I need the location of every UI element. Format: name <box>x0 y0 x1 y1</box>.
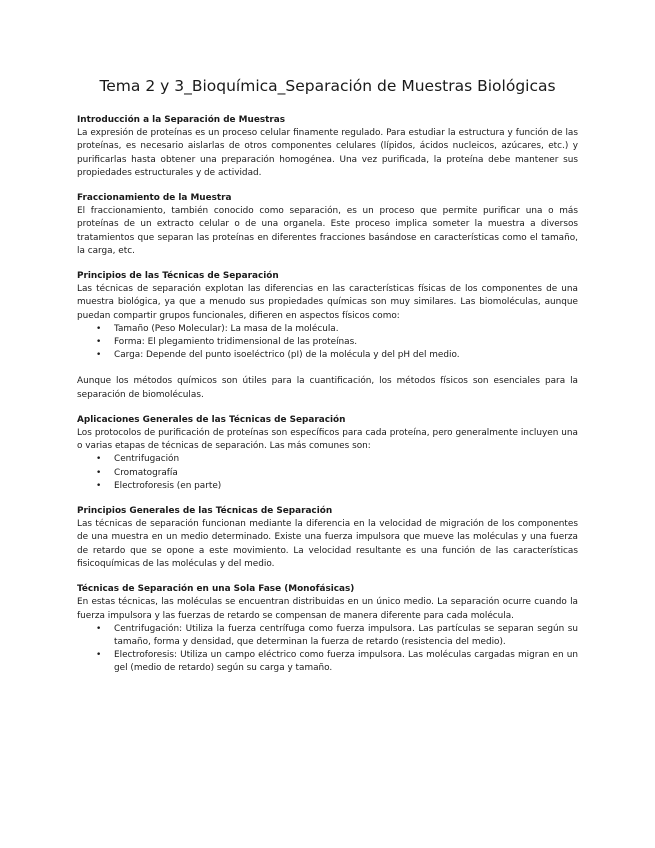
section-paragraph: Las técnicas de separación explotan las diferencias en las características físicas de los componentes de una muestra biológica, ya que a menudo sus propiedades químicas son muy similares. Las biomoléculas, aunque puedan compartir grupos funcionales, difieren en aspectos físicos como: <box>77 284 578 321</box>
list-item: • Carga: Depende del punto isoeléctrico (pI) de la molécula y del pH del medio. <box>114 349 578 362</box>
section-heading: Introducción a la Separación de Muestras <box>77 115 286 125</box>
bullet-list <box>77 453 578 493</box>
section-heading: Aplicaciones Generales de las Técnicas de Separación <box>77 414 346 425</box>
section-heading: Principios Generales de las Técnicas de Separación <box>77 506 333 517</box>
section-paragraph: El fraccionamiento, también conocido como separación, es un proceso que permite purificar una o más proteínas de un extracto celular o de una organela. Este proceso implica someter la muestra a diversos tratamientos que separan las proteínas en diferentes fracciones basándose en características como el tamaño, la carga, etc. <box>77 206 578 256</box>
section-principios-generales <box>77 505 578 571</box>
list-item: • Tamaño (Peso Molecular): La masa de la molécula. <box>114 323 578 336</box>
bullet-list <box>77 623 578 676</box>
bullet-list <box>77 323 578 363</box>
section-heading: Técnicas de Separación en una Sola Fase (Monofásicas) <box>77 584 355 595</box>
list-item: • Cromatografía <box>114 467 578 480</box>
section-paragraph: Las técnicas de separación funcionan mediante la diferencia en la velocidad de migración de los componentes de una muestra en un medio determinado. Existe una fuerza impulsora que mueve las moléculas y una fuerza de retardo que se opone a este movimiento. La velocidad resultante es una función de las características fisicoquímicas de las moléculas y del medio. <box>77 519 578 569</box>
list-item: • Centrifugación: Utiliza la fuerza centrífuga como fuerza impulsora. Las partículas se separan según su tamaño, forma y densidad, que determinan la fuerza de retardo (resistencia del medio). <box>114 623 578 649</box>
section-monofasicas <box>77 583 578 675</box>
list-item: • Centrifugación <box>114 453 578 466</box>
section-fraccionamiento <box>77 192 578 258</box>
section-paragraph: Los protocolos de purificación de proteínas son específicos para cada proteína, pero generalmente incluyen una o varias etapas de técnicas de separación. Las más comunes son: <box>77 428 578 452</box>
section-heading: Principios de las Técnicas de Separación <box>77 271 279 282</box>
section-introduccion <box>77 114 578 180</box>
list-item: • Electroforesis: Utiliza un campo eléctrico como fuerza impulsora. Las moléculas cargadas migran en un gel (medio de retardo) según su carga y tamaño. <box>114 649 578 675</box>
document-body <box>77 114 578 688</box>
spacer <box>77 362 578 375</box>
section-paragraph: Aunque los métodos químicos son útiles para la cuantificación, los métodos físicos son esenciales para la separación de biomoléculas. <box>77 376 578 400</box>
list-item: • Electroforesis (en parte) <box>114 480 578 493</box>
section-heading: Fraccionamiento de la Muestra <box>77 193 232 204</box>
document-title: Tema 2 y 3_Bioquímica_Separación de Muestras Biológicas <box>99 77 556 95</box>
section-paragraph: En estas técnicas, las moléculas se encuentran distribuidas en un único medio. La separación ocurre cuando la fuerza impulsora y las fuerzas de retardo se compensan de manera diferente para cada molécula. <box>77 597 578 621</box>
section-aplicaciones <box>77 414 578 493</box>
list-item: • Forma: El plegamiento tridimensional de las proteínas. <box>114 336 578 349</box>
section-principios-tecnicas <box>77 270 578 402</box>
section-paragraph: La expresión de proteínas es un proceso celular finamente regulado. Para estudiar la estructura y función de las proteínas, es necesario aislarlas de otros componentes celulares (lípidos, ácidos nucleicos, azúcares, etc.) y purificarlas hasta obtener una preparación homogénea. Una vez purificada, la proteína debe mantener sus propiedades estructurales y de actividad. <box>77 128 578 178</box>
